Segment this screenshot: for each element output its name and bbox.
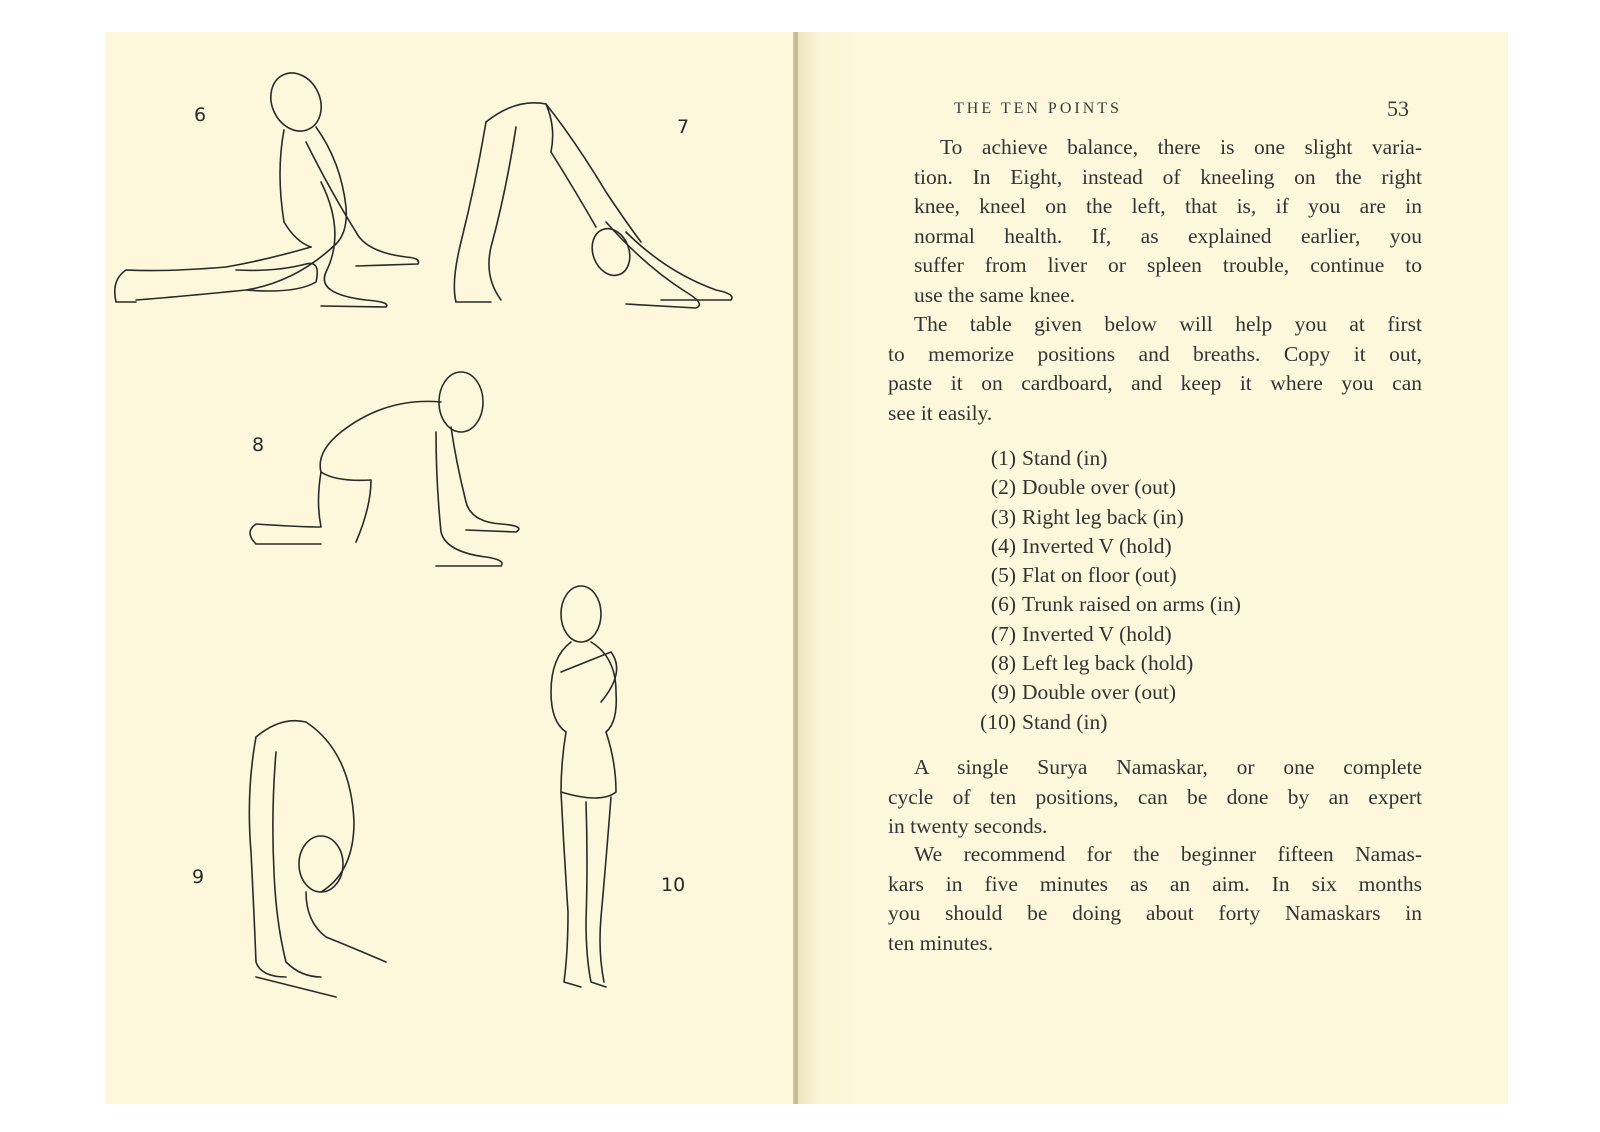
text-line: knee, kneel on the left, that is, if you are in — [914, 194, 1422, 219]
text-line: ten minutes. — [888, 930, 994, 955]
step-text: Trunk raised on arms (in) — [1022, 592, 1241, 617]
text-line: tion. In Eight, instead of kneeling on the right — [914, 164, 1422, 189]
text-line: normal health. If, as explained earlier, you — [914, 223, 1422, 248]
step-number: (8) — [990, 651, 1016, 676]
text-line: kars in five minutes as an aim. In six months — [888, 871, 1422, 896]
table-row — [970, 444, 1241, 473]
step-text: Left leg back (hold) — [1022, 651, 1194, 676]
table-row — [970, 590, 1241, 619]
table-row — [970, 649, 1241, 678]
figure-9-double-over — [249, 721, 386, 997]
table-row — [970, 473, 1241, 502]
step-text: Inverted V (hold) — [1022, 533, 1172, 558]
step-text: Inverted V (hold) — [1022, 621, 1172, 646]
step-text: Right leg back (in) — [1022, 504, 1184, 529]
text-line: in twenty seconds. — [888, 814, 1048, 839]
text-line: paste it on cardboard, and keep it where you can — [888, 371, 1422, 396]
step-number: (5) — [990, 563, 1016, 588]
paragraph-recommendation — [888, 840, 1422, 958]
step-text: Double over (out) — [1022, 475, 1177, 500]
figure-6-trunk-raised — [115, 65, 419, 307]
page-number: 53 — [1387, 96, 1409, 121]
figure-number-9: 9 — [192, 866, 205, 888]
figure-number-8: 8 — [252, 434, 265, 456]
figure-7-inverted-v — [454, 103, 732, 308]
exercise-figures-illustration — [106, 32, 794, 1104]
text-line: use the same knee. — [914, 282, 1076, 307]
figure-number-6: 6 — [194, 104, 207, 126]
step-number: (7) — [990, 621, 1016, 646]
step-number: (10) — [980, 709, 1016, 734]
positions-and-breaths-table — [970, 444, 1241, 737]
table-row — [970, 678, 1241, 707]
step-text: Stand (in) — [1022, 709, 1108, 734]
paragraph-table-intro — [888, 310, 1422, 428]
text-line: We recommend for the beginner fifteen Namas- — [914, 842, 1422, 866]
step-number: (6) — [990, 592, 1016, 617]
text-line: to memorize positions and breaths. Copy it out, — [888, 341, 1422, 366]
step-number: (9) — [990, 680, 1016, 705]
paragraph-balance — [888, 133, 1422, 311]
table-row — [970, 561, 1241, 590]
step-number: (3) — [990, 504, 1016, 529]
step-number: (1) — [990, 446, 1016, 470]
figure-8-leg-back — [250, 372, 519, 566]
text-line: The table given below will help you at first — [914, 312, 1422, 336]
figure-number-10: 10 — [661, 874, 686, 896]
step-number: (4) — [990, 533, 1016, 558]
step-text: Flat on floor (out) — [1022, 563, 1177, 588]
table-row — [970, 532, 1241, 561]
paragraph-single-cycle — [888, 753, 1422, 842]
step-text: Stand (in) — [1022, 446, 1108, 470]
text-line: see it easily. — [888, 400, 993, 425]
running-head: THE TEN POINTS — [954, 100, 1122, 117]
table-row — [970, 708, 1241, 737]
text-line: To achieve balance, there is one slight varia- — [940, 135, 1422, 159]
text-line: suffer from liver or spleen trouble, continue to — [914, 253, 1422, 278]
text-line: cycle of ten positions, can be done by an expert — [888, 784, 1422, 809]
figure-10-stand — [551, 586, 617, 987]
figure-number-7: 7 — [677, 116, 690, 138]
table-row — [970, 620, 1241, 649]
table-row — [970, 503, 1241, 532]
text-line: you should be doing about forty Namaskars in — [888, 901, 1422, 926]
step-text: Double over (out) — [1022, 680, 1177, 705]
text-line: A single Surya Namaskar, or one complete — [914, 755, 1422, 779]
left-page-illustrations — [106, 32, 794, 1104]
step-number: (2) — [990, 475, 1016, 500]
